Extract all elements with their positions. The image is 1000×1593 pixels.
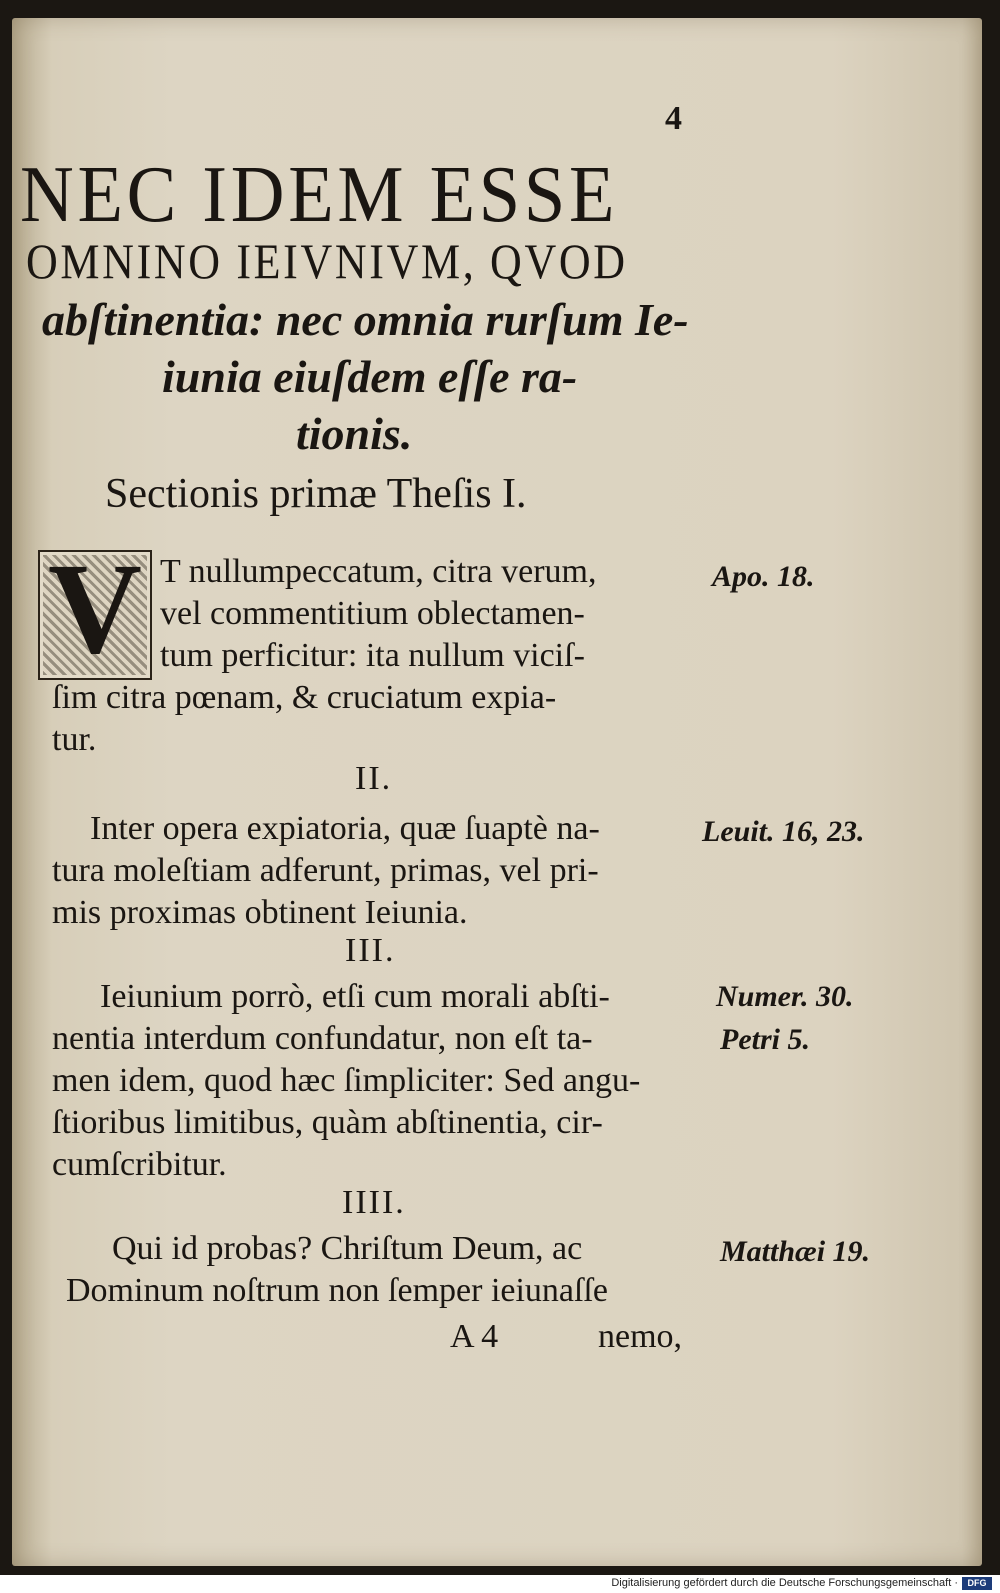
- subtitle-line-1: abſtinentia: nec omnia rurſum Ie-: [42, 294, 689, 345]
- thesis-3-line-3: men idem, quod hæc ſimpliciter: Sed angu-: [52, 1062, 641, 1099]
- thesis-2-line-2: tura moleſtiam adferunt, primas, vel pri-: [52, 852, 599, 889]
- thesis-3-numeral: III.: [345, 932, 396, 969]
- signature-mark: A 4: [450, 1318, 499, 1355]
- thesis-3-line-5: cumſcribitur.: [52, 1146, 227, 1183]
- page-number: 4: [665, 100, 682, 137]
- decorated-initial: [38, 537, 152, 681]
- marginal-note-numer: Numer. 30.: [716, 980, 854, 1013]
- thesis-3-line-2: nentia interdum confundatur, non eſt ta-: [52, 1020, 593, 1057]
- thesis-2-line-3: mis proximas obtinent Ieiunia.: [52, 894, 468, 931]
- thesis-1-line-4: ſim citra pœnam, & cruciatum expia-: [52, 679, 557, 716]
- marginal-note-apo: Apo. 18.: [712, 560, 815, 593]
- catchword: nemo,: [598, 1318, 683, 1355]
- thesis-1-line-2: vel commentitium oblectamen-: [160, 595, 585, 632]
- thesis-1-line-1: T nullumpeccatum, citra verum,: [160, 553, 597, 590]
- thesis-2-line-1: Inter opera expiatoria, quæ ſuaptè na-: [90, 810, 600, 847]
- marginal-note-leuit: Leuit. 16, 23.: [702, 815, 865, 848]
- subtitle-line-2: iunia eiuſdem eſſe ra-: [162, 351, 578, 402]
- thesis-1-line-3: tum perficitur: ita nullum viciſ-: [160, 637, 585, 674]
- title-line-2: OMNINO IEIVNIVM, QVOD: [26, 233, 628, 289]
- marginal-note-petri: Petri 5.: [720, 1023, 810, 1056]
- initial-letter: V: [48, 537, 142, 681]
- thesis-4-line-1: Qui id probas? Chriſtum Deum, ac: [112, 1230, 583, 1267]
- dfg-logo: DFG: [962, 1577, 992, 1590]
- section-heading: Sectionis primæ Theſis I.: [105, 471, 527, 517]
- digitization-credit: Digitalisierung gefördert durch die Deutsche Forschungsgemeinschaft ·: [611, 1577, 958, 1589]
- thesis-3-line-1: Ieiunium porrò, etſi cum morali abſti-: [100, 978, 610, 1015]
- thesis-4-numeral: IIII.: [342, 1184, 406, 1221]
- title-line-1: NEC IDEM ESSE: [20, 151, 619, 239]
- thesis-4-line-2: Dominum noſtrum non ſemper ieiunaſſe: [66, 1272, 609, 1309]
- thesis-3-line-4: ſtioribus limitibus, quàm abſtinentia, cir-: [52, 1104, 603, 1141]
- marginal-note-matthaei: Matthæi 19.: [720, 1235, 871, 1268]
- subtitle-line-3: tionis.: [296, 408, 413, 459]
- thesis-1-line-5: tur.: [52, 721, 97, 758]
- thesis-2-numeral: II.: [355, 760, 393, 797]
